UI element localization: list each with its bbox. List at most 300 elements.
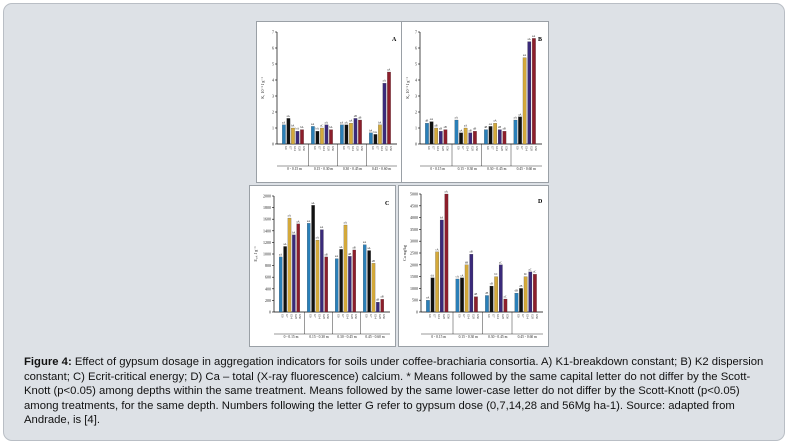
treatment-label: G0 xyxy=(486,314,490,318)
bar xyxy=(439,131,442,144)
bar-data-label: aA xyxy=(382,79,386,83)
bar-data-label: aB xyxy=(498,126,502,130)
treatment-label: G28 xyxy=(529,146,533,151)
bar xyxy=(533,274,536,312)
treatment-label: G28 xyxy=(440,146,444,151)
treatment-label: G0 xyxy=(457,314,461,318)
y-tick-label: 0 xyxy=(415,141,417,147)
panel-letter: C xyxy=(385,201,390,207)
bar-data-label: bA xyxy=(295,127,299,131)
bar xyxy=(387,72,390,144)
bar xyxy=(358,120,361,144)
bar-data-label: aA xyxy=(463,124,468,128)
bar xyxy=(363,245,366,312)
treatment-label: G28 xyxy=(321,314,325,319)
bar xyxy=(316,131,319,144)
bar-data-label: aA xyxy=(459,129,463,133)
bar-data-label: aB xyxy=(468,129,472,133)
y-tick-label: 1 xyxy=(415,125,417,131)
treatment-label: G28 xyxy=(499,146,503,151)
treatment-label: G28 xyxy=(441,314,445,319)
bar-data-label: aB xyxy=(376,298,380,302)
bar xyxy=(459,133,462,144)
bar-data-label: aB xyxy=(474,293,478,297)
y-axis-label: Eₐᵣᵢₜ J g⁻¹ xyxy=(253,246,258,262)
bar xyxy=(434,128,437,144)
bar xyxy=(325,125,328,144)
bar-data-label: aA xyxy=(532,34,536,38)
y-tick-label: 2 xyxy=(272,109,274,115)
bar-data-label: bA xyxy=(300,126,304,130)
group-label: 0.30 - 0.45 m xyxy=(487,167,507,171)
y-tick-label: 800 xyxy=(265,263,271,269)
bar-data-label: aB xyxy=(443,126,447,130)
bar-data-label: aA xyxy=(334,255,339,259)
bar-data-label: aA xyxy=(311,201,315,205)
chart-c xyxy=(250,186,395,346)
group-label: 0.15 - 0.30 m xyxy=(309,335,329,339)
treatment-label: G56 xyxy=(446,314,450,319)
y-tick-label: 6 xyxy=(415,45,417,51)
bar xyxy=(288,218,291,312)
bar xyxy=(493,123,496,144)
bar-data-label: aA xyxy=(339,245,343,249)
treatment-label: G28 xyxy=(500,314,504,319)
bar xyxy=(369,133,372,144)
bar-data-label: aB xyxy=(425,119,429,123)
bar-data-label: cB xyxy=(519,284,523,288)
bar-data-label: aA xyxy=(344,121,348,125)
bar-data-label: aA xyxy=(340,121,344,125)
treatment-label: G56 xyxy=(302,146,306,151)
bar-data-label: aA xyxy=(493,119,497,123)
treatment-label: G0 xyxy=(515,146,519,150)
y-tick-label: 0 xyxy=(272,141,274,147)
y-tick-label: 500 xyxy=(412,297,418,303)
caption-text: Effect of gypsum dosage in aggregation indicators for soils under coffee-brachiaria consortia. A) K1-breakdown constant; B) K2 dispersion constant; C) Ecrit-critical energy; D) Ca – total (X-ray fluorescence) calcium. * Means followed by the same capital letter do not differ by the Scott-Knott (p<0.05) among depths within the same treatment. Means followed by the same lower-case letter do not differ by the Scott-Knott (p<0.05) among treatments, for the same depth. Numbers following the letter G refer to gypsum dose (0,7,14,28 and 56Mg ha-1). Source: adapted from Andrade, is [4]. xyxy=(24,356,764,427)
y-tick-label: 4 xyxy=(415,77,417,83)
treatment-label: G56 xyxy=(534,314,538,319)
panel-c xyxy=(249,185,396,347)
y-axis-label: K₁ 10⁻³ J g⁻¹ xyxy=(260,77,265,99)
y-tick-label: 0 xyxy=(416,309,418,315)
y-tick-label: 5000 xyxy=(410,191,418,197)
treatment-label: G14 xyxy=(495,146,499,151)
treatment-label: G7 xyxy=(491,314,495,318)
treatment-label: G56 xyxy=(382,314,386,319)
treatment-label: G0 xyxy=(336,314,340,318)
bar-data-label: bC xyxy=(494,273,498,277)
treatment-label: G14 xyxy=(436,146,440,151)
treatment-label: G56 xyxy=(298,314,302,319)
treatment-label: G14 xyxy=(465,146,469,151)
bar-data-label: aA xyxy=(522,54,527,58)
y-tick-label: 1500 xyxy=(410,274,418,280)
bar-data-label: aB xyxy=(371,259,375,263)
treatment-label: G0 xyxy=(427,314,431,318)
group-label: 0.45 - 0.60 m xyxy=(517,335,537,339)
treatment-label: G7 xyxy=(461,146,465,150)
bar xyxy=(348,256,351,312)
bar xyxy=(444,130,447,144)
bar xyxy=(381,299,384,312)
bar-data-label: aC xyxy=(320,124,324,128)
bar xyxy=(287,118,290,144)
treatment-label: G7 xyxy=(313,314,317,318)
treatment-label: G0 xyxy=(426,146,430,150)
bar-data-label: dB xyxy=(514,289,518,293)
y-tick-label: 1000 xyxy=(263,251,271,257)
treatment-label: G0 xyxy=(312,146,316,150)
y-tick-label: 4 xyxy=(272,77,274,83)
y-tick-label: 1200 xyxy=(263,239,271,245)
y-tick-label: 2500 xyxy=(410,250,418,256)
treatment-label: G7 xyxy=(285,314,289,318)
bar xyxy=(515,293,518,312)
y-tick-label: 7 xyxy=(415,29,417,35)
bar-data-label: aA xyxy=(349,119,353,123)
chart-d xyxy=(399,186,548,346)
treatment-label: G28 xyxy=(471,314,475,319)
treatment-label: G0 xyxy=(516,314,520,318)
group-label: 0 - 0.15 m xyxy=(431,335,447,339)
treatment-label: G28 xyxy=(355,146,359,151)
treatment-label: G0 xyxy=(280,314,284,318)
treatment-label: G14 xyxy=(292,146,296,151)
panel-letter: A xyxy=(392,37,397,43)
bar xyxy=(368,251,371,312)
treatment-label: G7 xyxy=(317,146,321,150)
treatment-label: G56 xyxy=(533,146,537,151)
y-tick-label: 2 xyxy=(415,109,417,115)
treatment-label: G7 xyxy=(369,314,373,318)
bar-data-label: aA xyxy=(278,253,283,257)
bar xyxy=(469,133,472,144)
group-label: 0.30 - 0.45 m xyxy=(488,335,508,339)
bar xyxy=(473,131,476,144)
treatment-label: G56 xyxy=(331,146,335,151)
treatment-label: G14 xyxy=(496,314,500,319)
bar-data-label: aA xyxy=(387,68,391,72)
bar xyxy=(426,300,429,312)
bar xyxy=(499,265,502,312)
y-tick-label: 1000 xyxy=(410,285,418,291)
bar xyxy=(485,295,488,312)
bar xyxy=(383,83,386,144)
bar xyxy=(494,277,497,312)
bar-data-label: aB xyxy=(358,116,362,120)
y-tick-label: 4500 xyxy=(410,203,418,209)
treatment-label: G0 xyxy=(308,314,312,318)
treatment-label: G14 xyxy=(317,314,321,319)
treatment-label: G7 xyxy=(341,314,345,318)
bar-data-label: aA xyxy=(488,122,492,126)
panel-b xyxy=(401,21,549,183)
bar-data-label: aB xyxy=(352,246,356,250)
bar-data-label: aA xyxy=(444,190,448,194)
bar-data-label: cA xyxy=(455,275,459,279)
bar xyxy=(464,128,467,144)
treatment-label: G28 xyxy=(349,314,353,319)
bar-data-label: aA xyxy=(429,118,433,122)
treatment-label: G7 xyxy=(490,146,494,150)
y-tick-label: 3000 xyxy=(410,238,418,244)
treatment-label: G7 xyxy=(521,314,525,318)
bar xyxy=(292,235,295,312)
bar xyxy=(325,257,328,312)
chart-b xyxy=(402,22,548,182)
bar-data-label: eA xyxy=(426,296,430,300)
y-tick-label: 3 xyxy=(272,93,274,99)
y-tick-label: 2000 xyxy=(410,262,418,268)
y-tick-label: 200 xyxy=(265,297,271,303)
bar xyxy=(523,58,526,144)
treatment-label: G14 xyxy=(345,314,349,319)
treatment-label: G7 xyxy=(375,146,379,150)
bar xyxy=(329,130,332,144)
bar-data-label: aB xyxy=(473,127,477,131)
treatment-label: G7 xyxy=(431,146,435,150)
bar xyxy=(490,286,493,312)
y-tick-label: 2000 xyxy=(263,193,271,199)
bar-data-label: aA xyxy=(286,114,290,118)
bar xyxy=(344,225,347,312)
treatment-label: G28 xyxy=(293,314,297,319)
bar xyxy=(340,249,343,312)
bar xyxy=(498,130,501,144)
bar xyxy=(455,120,458,144)
bar xyxy=(460,278,463,312)
bar xyxy=(524,277,527,312)
treatment-label: G28 xyxy=(377,314,381,319)
treatment-label: G14 xyxy=(437,314,441,319)
y-axis-label: Ca mg/kg xyxy=(402,245,407,261)
bar xyxy=(529,272,532,312)
bar xyxy=(489,126,492,144)
bar-data-label: bC xyxy=(523,273,528,277)
panel-d xyxy=(398,185,549,347)
group-label: 0 - 0.15 m xyxy=(283,335,299,339)
y-tick-label: 5 xyxy=(415,61,417,67)
treatment-label: G56 xyxy=(504,146,508,151)
bar-data-label: aA xyxy=(296,220,300,224)
bar-data-label: aB xyxy=(434,124,438,128)
y-tick-label: 1600 xyxy=(263,216,271,222)
bar xyxy=(340,125,343,144)
bar xyxy=(279,257,282,312)
bar xyxy=(312,205,315,312)
bar-data-label: bA xyxy=(368,129,373,133)
figure-frame xyxy=(3,3,785,441)
treatment-label: G56 xyxy=(326,314,330,319)
caption-label: Figure 4: xyxy=(24,356,72,368)
y-tick-label: 400 xyxy=(265,286,271,292)
bar xyxy=(532,38,535,144)
bar xyxy=(503,131,506,144)
bar xyxy=(320,128,323,144)
y-tick-label: 3500 xyxy=(410,226,418,232)
bar-data-label: bA xyxy=(315,127,319,131)
bar-data-label: aA xyxy=(518,113,522,117)
group-label: 0.45 - 0.60 m xyxy=(371,167,392,171)
bar-data-label: bA xyxy=(439,216,444,220)
bar-data-label: aB xyxy=(348,252,352,256)
bar xyxy=(374,134,377,144)
treatment-label: G0 xyxy=(370,146,374,150)
bar-data-label: aB xyxy=(502,127,506,131)
treatment-label: G56 xyxy=(475,314,479,319)
group-label: 0.30 - 0.45 m xyxy=(337,335,357,339)
treatment-label: G14 xyxy=(373,314,377,319)
bar-data-label: aA xyxy=(513,116,517,120)
bar xyxy=(296,131,299,144)
bar-data-label: bA xyxy=(373,130,377,134)
bar xyxy=(440,220,443,312)
bar xyxy=(345,125,348,144)
y-tick-label: 1400 xyxy=(263,228,271,234)
bar xyxy=(378,125,381,144)
panel-letter: B xyxy=(538,37,543,43)
treatment-label: G28 xyxy=(384,146,388,151)
bar-data-label: aA xyxy=(311,122,315,126)
treatment-label: G28 xyxy=(530,314,534,319)
bar-data-label: aB xyxy=(380,295,384,299)
y-tick-label: 0 xyxy=(269,309,271,315)
bar xyxy=(316,240,319,312)
y-tick-label: 6 xyxy=(272,45,274,51)
bar xyxy=(470,254,473,312)
treatment-label: G0 xyxy=(341,146,345,150)
treatment-label: G14 xyxy=(379,146,383,151)
bar xyxy=(307,223,310,312)
bar-data-label: aB xyxy=(324,253,328,257)
treatment-label: G7 xyxy=(346,146,350,150)
treatment-label: G0 xyxy=(485,146,489,150)
bar xyxy=(284,246,287,312)
group-label: 0.15 - 0.30 m xyxy=(458,335,478,339)
treatment-label: G0 xyxy=(283,146,287,150)
treatment-label: G56 xyxy=(474,146,478,151)
bar-data-label: aB xyxy=(484,126,488,130)
bar xyxy=(445,194,448,312)
bar-data-label: aA xyxy=(282,121,286,125)
bar-data-label: bA xyxy=(291,231,296,235)
group-label: 0.15 - 0.30 m xyxy=(313,167,334,171)
bar xyxy=(311,126,314,144)
treatment-label: G56 xyxy=(354,314,358,319)
bar xyxy=(300,130,303,144)
bar-data-label: aC xyxy=(503,295,507,299)
y-tick-label: 1800 xyxy=(263,205,271,211)
bar xyxy=(514,120,517,144)
bar xyxy=(297,224,300,312)
bar-data-label: cB xyxy=(485,291,489,295)
bar-data-label: aB xyxy=(353,114,357,118)
treatment-label: G14 xyxy=(524,146,528,151)
treatment-label: G56 xyxy=(505,314,509,319)
panel-a xyxy=(256,21,403,183)
chart-a xyxy=(257,22,402,182)
bar-data-label: aC xyxy=(533,270,537,274)
bar-data-label: cA xyxy=(460,274,464,278)
y-axis-label: K₂ 10⁻³ J g⁻¹ xyxy=(405,77,410,99)
bar xyxy=(335,259,338,312)
bar-data-label: aA xyxy=(306,219,311,223)
bar xyxy=(465,265,468,312)
treatment-label: G7 xyxy=(462,314,466,318)
bar xyxy=(435,252,438,312)
bar-data-label: bA xyxy=(291,124,295,128)
bar-data-label: bA xyxy=(329,126,333,130)
y-tick-label: 5 xyxy=(272,61,274,67)
group-label: 0.30 - 0.45 m xyxy=(342,167,363,171)
bar-data-label: aA xyxy=(283,242,287,246)
group-label: 0.45 - 0.60 m xyxy=(516,167,536,171)
bar xyxy=(282,125,285,144)
treatment-label: G56 xyxy=(389,146,393,151)
bar-data-label: cA xyxy=(435,248,439,252)
treatment-label: G28 xyxy=(326,146,330,151)
treatment-label: G0 xyxy=(364,314,368,318)
bar-data-label: aB xyxy=(469,250,473,254)
bar-data-label: cB xyxy=(489,282,493,286)
bar xyxy=(320,230,323,312)
bar xyxy=(528,42,531,144)
bar xyxy=(372,263,375,312)
bar xyxy=(354,118,357,144)
treatment-label: G14 xyxy=(321,146,325,151)
group-label: 0.45 - 0.60 m xyxy=(365,335,385,339)
treatment-label: G7 xyxy=(288,146,292,150)
bar-data-label: aA xyxy=(454,116,458,120)
bar-data-label: aA xyxy=(315,236,319,240)
bar-data-label: aA xyxy=(320,226,324,230)
bar xyxy=(518,117,521,144)
treatment-label: G56 xyxy=(445,146,449,151)
treatment-label: G14 xyxy=(466,314,470,319)
group-label: 0 - 0.15 m xyxy=(287,167,302,171)
treatment-label: G7 xyxy=(432,314,436,318)
treatment-label: G56 xyxy=(360,146,364,151)
y-tick-label: 1 xyxy=(272,125,274,131)
bar xyxy=(504,299,507,312)
treatment-label: G14 xyxy=(525,314,529,319)
y-tick-label: 600 xyxy=(265,274,271,280)
bar-data-label: bB xyxy=(464,261,469,265)
treatment-label: G0 xyxy=(456,146,460,150)
bar-data-label: aB xyxy=(439,127,443,131)
bar-data-label: aA xyxy=(527,38,531,42)
bar-data-label: bA xyxy=(378,121,382,125)
bar xyxy=(291,128,294,144)
bar-data-label: aC xyxy=(528,268,532,272)
bar xyxy=(519,288,522,312)
treatment-label: G7 xyxy=(520,146,524,150)
y-tick-label: 3 xyxy=(415,93,417,99)
bar xyxy=(349,123,352,144)
treatment-label: G14 xyxy=(289,314,293,319)
bar-data-label: aA xyxy=(287,214,291,218)
bar xyxy=(484,130,487,144)
y-tick-label: 4000 xyxy=(410,215,418,221)
bar xyxy=(456,279,459,312)
y-tick-label: 7 xyxy=(272,29,274,35)
bar xyxy=(353,250,356,312)
bar xyxy=(425,123,428,144)
bar-data-label: aA xyxy=(362,241,367,245)
bar xyxy=(474,297,477,312)
bar xyxy=(431,278,434,312)
